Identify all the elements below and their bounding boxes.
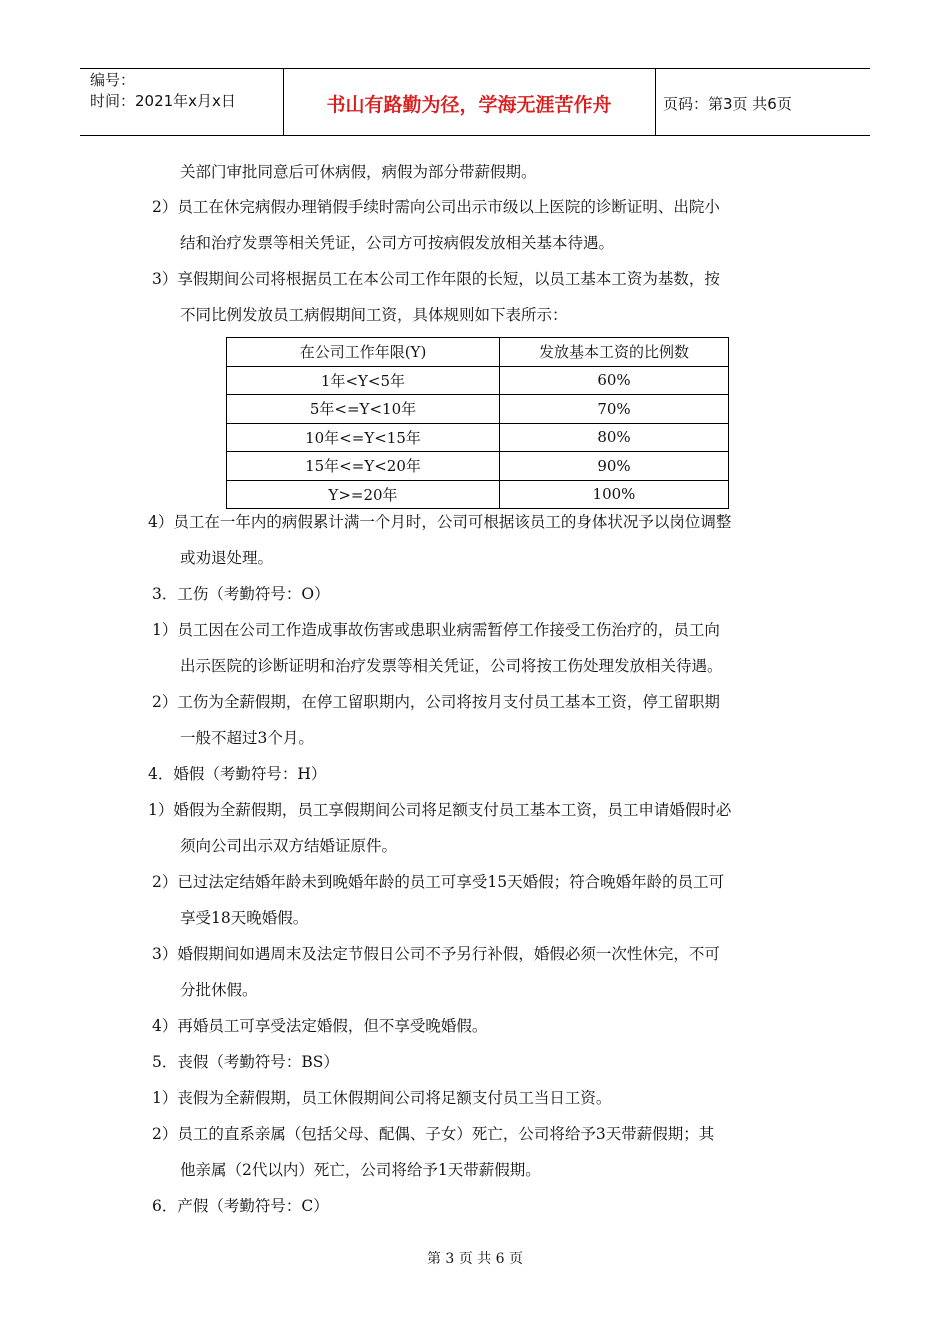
table-row [227,452,729,481]
document-number-label: 编号： [90,71,136,89]
sick-pay-ratio-table [226,337,729,509]
table-header-cell: 在公司工作年限(Y) [227,338,500,367]
body-text-line: 关部门审批同意后可休病假，病假为部分带薪假期。 [180,163,537,181]
body-text-line: 1）丧假为全薪假期，员工休假期间公司将足额支付员工当日工资。 [152,1089,612,1107]
body-text-line: 2）员工的直系亲属（包括父母、配偶、子女）死亡，公司将给予3天带薪假期；其 [152,1125,715,1143]
document-time: 时间：2021年x月x日 [90,92,236,110]
body-text-line: 3．工伤（考勤符号：O） [152,585,330,603]
body-text-line: 1）员工因在公司工作造成事故伤害或患职业病需暂停工作接受工伤治疗的，员工向 [152,621,720,639]
body-text-line: 4）再婚员工可享受法定婚假，但不享受晚婚假。 [152,1017,488,1035]
body-text-line: 出示医院的诊断证明和治疗发票等相关凭证，公司将按工伤处理发放相关待遇。 [180,657,723,675]
header-page-info: 页码：第3页 共6页 [663,95,792,113]
header-meta [90,70,236,112]
table-row [227,395,729,424]
table-header-row [227,338,729,367]
header-motto: 书山有路勤为径，学海无涯苦作舟 [326,94,612,116]
body-text-line: 2）员工在休完病假办理销假手续时需向公司出示市级以上医院的诊断证明、出院小 [152,198,720,216]
body-text-line: 4）员工在一年内的病假累计满一个月时，公司可根据该员工的身体状况予以岗位调整 [148,513,732,531]
body-text-line: 3）婚假期间如遇周末及法定节假日公司不予另行补假，婚假必须一次性休完，不可 [152,945,720,963]
table-cell: 60% [500,366,729,395]
header-divider-right [655,68,656,135]
page-footer: 第 3 页 共 6 页 [426,1251,524,1267]
table-row [227,366,729,395]
table-row [227,480,729,509]
table-header-cell: 发放基本工资的比例数 [500,338,729,367]
body-text-line: 分批休假。 [180,981,258,999]
body-text-line: 3）享假期间公司将根据员工在本公司工作年限的长短，以员工基本工资为基数，按 [152,270,720,288]
body-text-line: 享受18天晚婚假。 [180,909,309,927]
body-text-line: 2）工伤为全薪假期，在停工留职期内，公司将按月支付员工基本工资，停工留职期 [152,693,720,711]
header-top-rule [80,68,870,69]
body-text-line: 一般不超过3个月。 [180,729,314,747]
body-text-line: 4．婚假（考勤符号：H） [148,765,327,783]
body-text-line: 结和治疗发票等相关凭证，公司方可按病假发放相关基本待遇。 [180,234,615,252]
table-cell: 1年<Y<5年 [227,366,500,395]
table-cell: Y>=20年 [227,480,500,509]
table-cell: 80% [500,423,729,452]
body-text-line: 6．产假（考勤符号：C） [152,1197,329,1215]
table-cell: 10年<=Y<15年 [227,423,500,452]
body-text-line: 不同比例发放员工病假期间工资，具体规则如下表所示： [180,306,568,324]
body-text-line: 他亲属（2代以内）死亡，公司将给予1天带薪假期。 [180,1161,541,1179]
table-cell: 100% [500,480,729,509]
body-text-line: 1）婚假为全薪假期，员工享假期间公司将足额支付员工基本工资，员工申请婚假时必 [148,801,732,819]
body-text-line: 须向公司出示双方结婚证原件。 [180,837,398,855]
body-text-line: 2）已过法定结婚年龄未到晚婚年龄的员工可享受15天婚假；符合晚婚年龄的员工可 [152,873,725,891]
table-cell: 5年<=Y<10年 [227,395,500,424]
table-cell: 70% [500,395,729,424]
body-text-line: 或劝退处理。 [180,549,274,567]
table-cell: 15年<=Y<20年 [227,452,500,481]
table-row [227,423,729,452]
table-cell: 90% [500,452,729,481]
header-bottom-rule [80,135,870,136]
body-text-line: 5．丧假（考勤符号：BS） [152,1053,339,1071]
